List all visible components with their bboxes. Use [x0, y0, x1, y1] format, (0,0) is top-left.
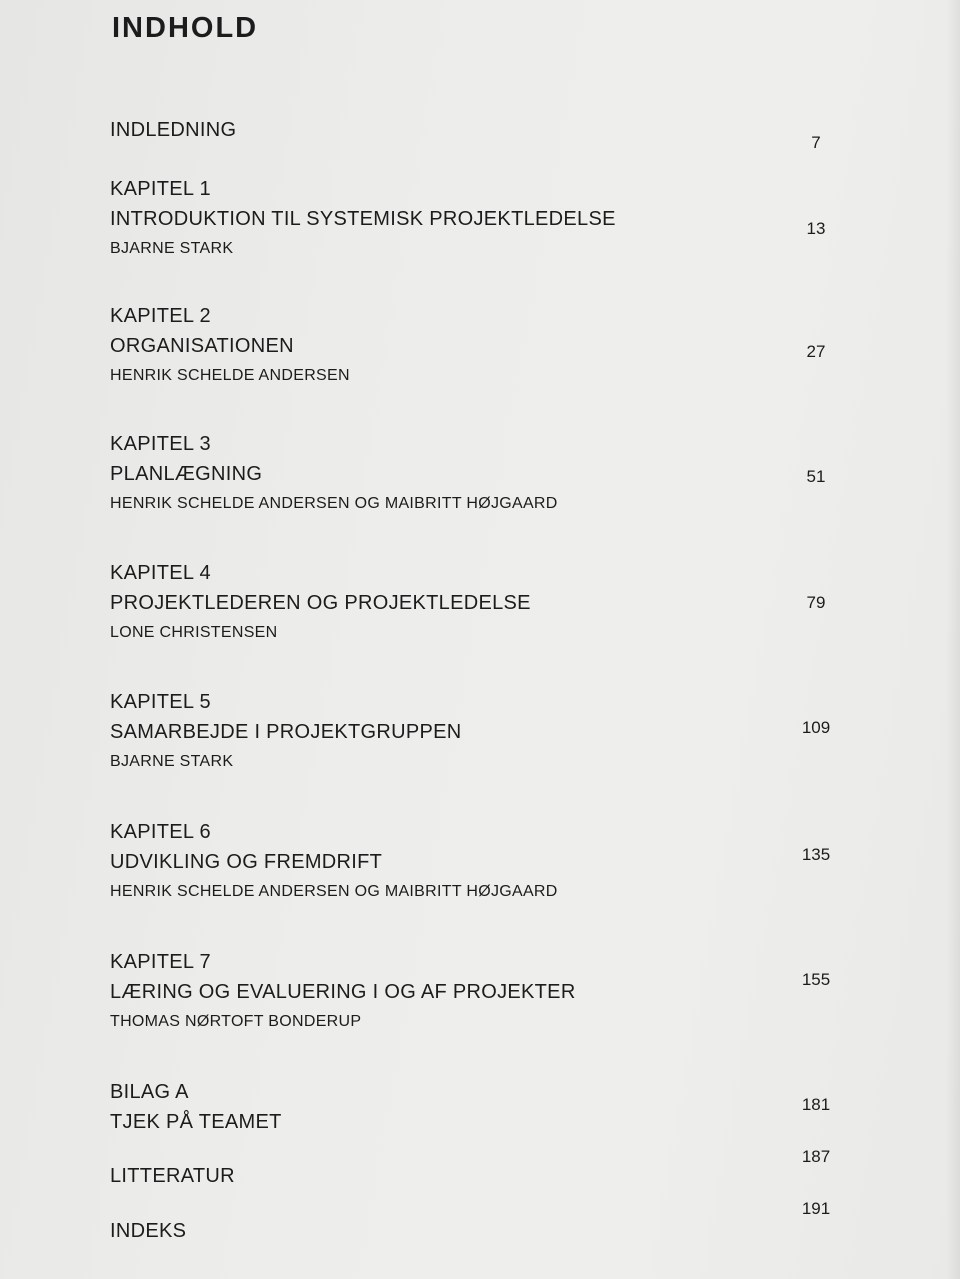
chapter-4-page: 79: [806, 593, 826, 612]
chapter-7-page: 155: [801, 970, 831, 989]
chapter-author: HENRIK SCHELDE ANDERSEN: [110, 367, 350, 384]
toc-entry-chapter-7: [110, 951, 840, 1041]
toc-entry-intro-page: 7: [811, 133, 821, 152]
toc-entry-appendix-label: BILAG A: [110, 1081, 189, 1103]
toc-entry-index-title: INDEKS: [110, 1220, 187, 1242]
toc-entry-chapter-2: [110, 305, 840, 395]
chapter-title: LÆRING OG EVALUERING I OG AF PROJEKTER: [110, 981, 576, 1003]
chapter-author: LONE CHRISTENSEN: [110, 624, 278, 641]
toc-entry-index-page: 191: [801, 1199, 831, 1218]
toc-entry-literature-page: 187: [801, 1147, 831, 1166]
toc-entry-chapter-1: [110, 178, 840, 268]
toc-entry-chapter-6: [110, 821, 840, 911]
chapter-author: BJARNE STARK: [110, 753, 234, 770]
chapter-label: KAPITEL 6: [110, 821, 211, 843]
chapter-title: ORGANISATIONEN: [110, 335, 294, 357]
chapter-3-page: 51: [806, 467, 826, 486]
chapter-author: HENRIK SCHELDE ANDERSEN OG MAIBRITT HØJGAARD: [110, 883, 558, 900]
toc-entry-chapter-3: [110, 433, 840, 523]
page-title: INDHOLD: [112, 12, 259, 44]
chapter-6-page: 135: [801, 845, 831, 864]
chapter-1-page: 13: [806, 219, 826, 238]
chapter-label: KAPITEL 7: [110, 951, 211, 973]
toc-entry-intro-title: INDLEDNING: [110, 119, 237, 141]
toc-entry-appendix-title: TJEK PÅ TEAMET: [110, 1111, 282, 1133]
toc-entry-chapter-5: [110, 691, 840, 781]
chapter-title: UDVIKLING OG FREMDRIFT: [110, 851, 383, 873]
chapter-title: PLANLÆGNING: [110, 463, 263, 485]
chapter-title: PROJEKTLEDEREN OG PROJEKTLEDELSE: [110, 592, 531, 614]
chapter-label: KAPITEL 3: [110, 433, 211, 455]
chapter-author: BJARNE STARK: [110, 240, 234, 257]
page-edge-shadow: [946, 0, 960, 1279]
toc-entry-literature-title: LITTERATUR: [110, 1165, 235, 1187]
chapter-title: SAMARBEJDE I PROJEKTGRUPPEN: [110, 721, 462, 743]
toc-entry-chapter-4: [110, 562, 840, 652]
chapter-label: KAPITEL 2: [110, 305, 211, 327]
chapter-author: HENRIK SCHELDE ANDERSEN OG MAIBRITT HØJGAARD: [110, 495, 558, 512]
chapter-label: KAPITEL 1: [110, 178, 211, 200]
chapter-author: THOMAS NØRTOFT BONDERUP: [110, 1013, 362, 1030]
chapter-5-page: 109: [801, 718, 831, 737]
chapter-label: KAPITEL 4: [110, 562, 211, 584]
chapter-2-page: 27: [806, 342, 826, 361]
toc-entry-appendix-page: 181: [801, 1095, 831, 1114]
chapter-label: KAPITEL 5: [110, 691, 211, 713]
chapter-title: INTRODUKTION TIL SYSTEMISK PROJEKTLEDELSE: [110, 208, 616, 230]
